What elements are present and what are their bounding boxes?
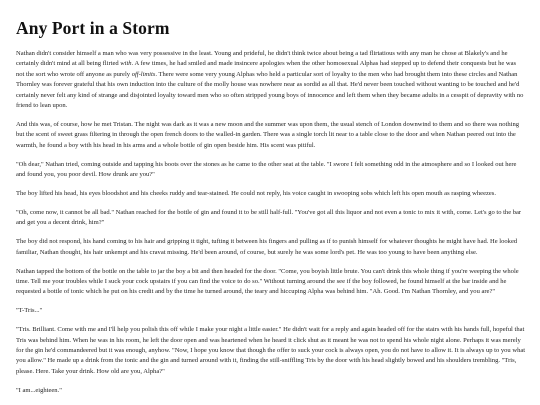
- story-paragraph: [16, 160, 526, 181]
- story-paragraph: [16, 189, 526, 199]
- paragraph-text: Nathan tapped the bottom of the bottle on the table to jar the boy a bit and then headed for the door. "Come, you boyish little brute. You can't drink this whole thing if you're weeping the whole time. Tell me your troubles while I suck your cock upstairs if you can find the voice to do so." Without turning around the see if the boy followed, he found himself at the bar inside and he requested a bottle of tonic which he put on his credit and by the time he turned around, the teary and hiccuping Alpha was behind him. "Ah. Good. I'm Nathan Thornley, and you are?": [16, 267, 519, 296]
- paragraph-text: "I am...eighteen.": [16, 386, 62, 394]
- paragraph-text: . There were some very young Alphas who held a particular sort of loyalty to the men who had brought them into these circles and Nathan Thornley was forever grateful that his own induction into the culture of the molly house was nowhere near as sordid as all that. He'd never been touched without wanting to be touched and he'd certainly never felt any kind of strange and disjointed loyalty toward men who so often stripped young boys of innocence and left them when they became adults in a cesspit of depravity with no friend to lean upon.: [16, 70, 524, 110]
- story-paragraph: [16, 49, 526, 111]
- paragraph-text: "Oh dear," Nathan tried, coming outside and tapping his boots over the stones as he came to the other seat at the table. "I swore I felt something odd in the atmosphere and so I looked out here and found you, you poor devil. How drunk are you?": [16, 160, 517, 179]
- paragraph-text: And this was, of course, how he met Tristan. The night was dark as it was a new moon and the summer was upon them, the usual stench of London downwind to them and so there was nothing but the scent of sweet grass filtering in through the open french doors to the walled-in garden. There was a single torch lit near to a table close to the door and when Nathan peered out into the warmth, he found a boy with his head in his arms and a whole bottle of gin open beside him. His scent was pitiful.: [16, 120, 520, 149]
- story-paragraph: [16, 237, 526, 258]
- paragraph-text: The boy lifted his head, his eyes bloodshot and his cheeks ruddy and tear-stained. He could not reply, his voice caught in swooping sobs which left his open mouth as rasping wheezes.: [16, 189, 496, 197]
- story-paragraph: [16, 325, 526, 377]
- story-title: Any Port in a Storm: [16, 18, 170, 38]
- emphasized-text: with: [120, 60, 132, 68]
- story-body: [16, 49, 526, 396]
- paragraph-text: The boy did not respond, his hand coming to his hair and gripping it tight, tufting it between his fingers and pulling as if to punish himself for whatever thoughts he might have had. He looked familiar, Nathan thought, his hair unkempt and his cravat missing. He'd been around, of course, but surely he was some lord's pet. He was too young to have been anything else.: [16, 238, 518, 256]
- paragraph-text: "Oh, come now, it cannot be all bad." Nathan reached for the bottle of gin and found it to be still half-full. "You've got all this liquor and not even a tonic to mix it with, come. Let's go to the bar and get you a decent drink, him?": [16, 208, 522, 227]
- emphasized-text: off-limits: [131, 70, 156, 78]
- paragraph-text: Nathan didn't consider himself a man who was very possessive in the least. Young and prideful, he didn't think twice about being a tad flirtatious with any man he chose at Blakely's and he certainly didn't mind at all being flirted: [16, 50, 508, 68]
- story-paragraph: [16, 120, 526, 151]
- story-paragraph: [16, 306, 526, 316]
- story-paragraph: [16, 386, 526, 396]
- paragraph-text: "Tris. Brilliant. Come with me and I'll help you polish this off while I make your night a little easier." He didn't wait for a reply and again headed off for the stairs with his hands full, hopeful that Tris was behind him. When he was in his room, he left the door open and was heartened when he heard it click shut as it meant he was not to spend his whole night alone. Perhaps it was merely for the gin he'd commandeered but it was enough, anyhow. "Now, I hope you know that though the offer to suck your cock is always open, you do not have to allow it. It is always up to you what you allow." He made up a drink from the tonic and the gin and turned around with it, finding the still-sniffling Tris by the door with his head slightly bowed and his shoulders trembling. "Tris, please. Here. Take your drink. How old are you, Alpha?": [16, 326, 526, 375]
- story-paragraph: [16, 208, 526, 229]
- paragraph-text: "T-Tris...": [16, 307, 43, 315]
- paragraph-text: . A few times, he had smiled and made insincere apologies when the other homosexual Alphas had stepped up to defend their conquests but he was not the sort who wrote off anyone as purely: [16, 60, 517, 78]
- story-paragraph: [16, 267, 526, 298]
